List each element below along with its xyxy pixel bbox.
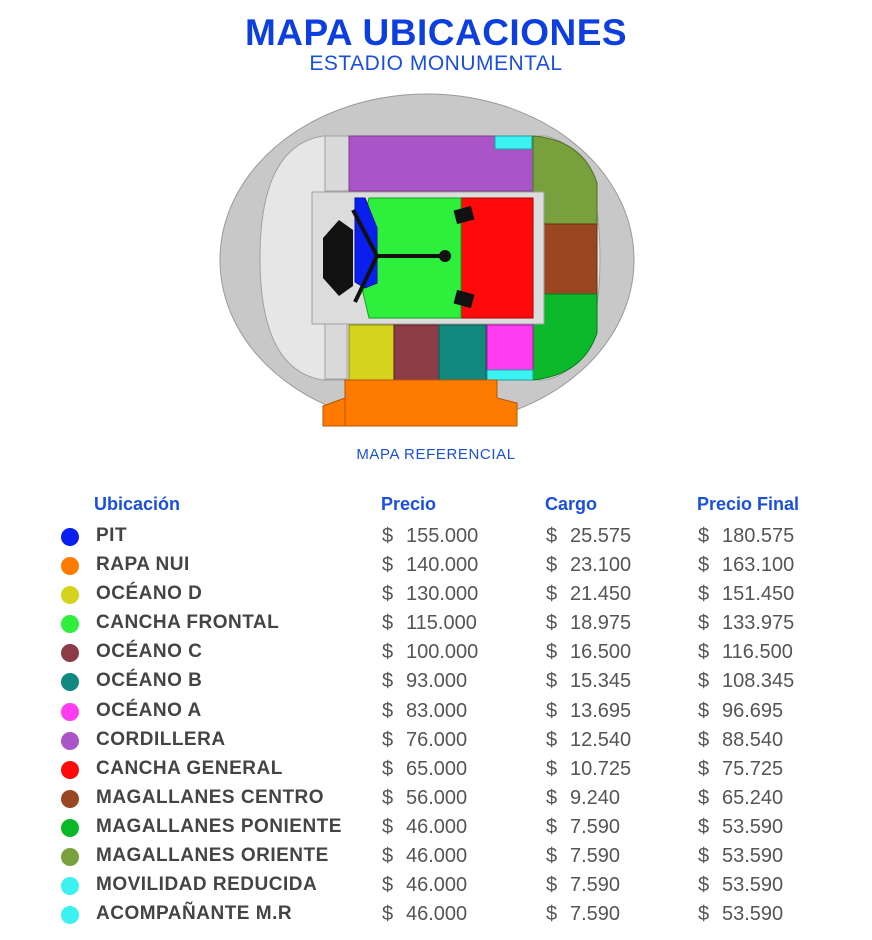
final-price-value-number: 151.450: [722, 583, 795, 606]
page-title: MAPA UBICACIONES: [244, 12, 628, 53]
location-name: MAGALLANES CENTRO: [96, 786, 325, 808]
runway-end: [439, 250, 451, 262]
color-swatch: [61, 877, 79, 895]
grey-block-top-left: [325, 136, 349, 191]
fee-value: [546, 816, 620, 839]
fee-value: [546, 670, 631, 693]
table-row: [0, 609, 872, 638]
fee-value-number: 7.590: [570, 874, 621, 897]
location-name: PIT: [96, 525, 128, 546]
currency-symbol: $: [698, 583, 710, 606]
currency-symbol: $: [698, 525, 710, 547]
currency-symbol: $: [382, 641, 394, 664]
price-value-number: 46.000: [406, 815, 468, 838]
final-price-value-number: 180.575: [722, 525, 795, 547]
final-price-value: [698, 583, 794, 606]
price-value: [382, 700, 467, 723]
final-price-value: [698, 525, 794, 548]
price-value-number: 155.000: [406, 525, 479, 547]
price-value-number: 140.000: [406, 554, 479, 577]
price-value-number: 76.000: [406, 728, 468, 751]
color-swatch: [61, 761, 79, 779]
price-value: [382, 787, 467, 810]
section-movilidad-reducida-bottom[interactable]: [487, 370, 533, 380]
price-value: [382, 729, 467, 752]
price-value-number: 46.000: [406, 903, 468, 926]
currency-symbol: $: [546, 757, 558, 780]
table-row: [0, 522, 872, 551]
final-price-value: [698, 612, 794, 635]
currency-symbol: $: [698, 757, 710, 780]
price-value-number: 46.000: [406, 845, 468, 868]
table-row: [0, 784, 872, 813]
final-price-value-number: 53.590: [722, 874, 784, 897]
currency-symbol: $: [546, 786, 558, 809]
currency-symbol: $: [546, 525, 558, 547]
color-swatch: [61, 732, 79, 750]
price-value-number: 56.000: [406, 786, 468, 809]
fee-value: [546, 700, 631, 723]
currency-symbol: $: [546, 845, 558, 868]
final-price-value: [698, 670, 794, 693]
price-value-number: 46.000: [406, 874, 468, 897]
table-row: [0, 667, 872, 696]
price-value: [382, 903, 467, 926]
currency-symbol: $: [546, 554, 558, 577]
fee-value-number: 7.590: [570, 845, 621, 868]
color-swatch: [61, 644, 79, 662]
location-name: OCÉANO B: [96, 670, 203, 692]
fee-value-number: 9.240: [570, 786, 621, 809]
currency-symbol: $: [546, 874, 558, 897]
final-price-value-number: 53.590: [722, 845, 784, 868]
final-price-value-number: 53.590: [722, 903, 784, 926]
location-name: CANCHA FRONTAL: [96, 612, 280, 634]
fee-value-number: 23.100: [570, 554, 632, 577]
currency-symbol: $: [698, 786, 710, 809]
final-price-value: [698, 758, 783, 781]
final-price-value: [698, 816, 783, 839]
final-price-value-number: 88.540: [722, 728, 784, 751]
fee-value-number: 12.540: [570, 728, 632, 751]
fee-value: [546, 758, 631, 781]
fee-value-number: 13.695: [570, 699, 632, 722]
currency-symbol: $: [546, 670, 558, 693]
color-swatch: [61, 848, 79, 866]
price-value-number: 130.000: [406, 583, 479, 606]
currency-symbol: $: [546, 612, 558, 635]
final-price-value-number: 133.975: [722, 612, 795, 635]
price-value: [382, 554, 478, 577]
color-swatch: [61, 703, 79, 721]
section-rapa-nui[interactable]: [323, 380, 517, 426]
location-name: CANCHA GENERAL: [96, 757, 283, 779]
currency-symbol: $: [382, 612, 394, 635]
location-name: RAPA NUI: [96, 554, 190, 576]
map-reference-note: MAPA REFERENCIAL: [356, 446, 516, 463]
fee-value: [546, 874, 620, 897]
currency-symbol: $: [698, 612, 710, 635]
currency-symbol: $: [698, 670, 710, 693]
fee-value: [546, 612, 631, 635]
currency-symbol: $: [698, 845, 710, 868]
section-oceano-d[interactable]: [349, 325, 394, 380]
final-price-value-number: 65.240: [722, 786, 784, 809]
price-value-number: 83.000: [406, 699, 468, 722]
currency-symbol: $: [382, 874, 394, 897]
price-value: [382, 845, 467, 868]
venue-subtitle: ESTADIO MONUMENTAL: [309, 52, 563, 75]
price-value: [382, 816, 467, 839]
fee-value: [546, 903, 620, 926]
section-oceano-b[interactable]: [439, 325, 486, 380]
currency-symbol: $: [698, 903, 710, 926]
final-price-value: [698, 787, 783, 810]
currency-symbol: $: [382, 699, 394, 722]
section-oceano-a[interactable]: [487, 325, 533, 370]
header-final-price: Precio Final: [697, 494, 800, 514]
final-price-value: [698, 729, 783, 752]
currency-symbol: $: [382, 903, 394, 926]
location-name: MAGALLANES ORIENTE: [96, 845, 329, 867]
section-movilidad-reducida-top[interactable]: [495, 136, 532, 149]
currency-symbol: $: [382, 757, 394, 780]
price-value-number: 100.000: [406, 641, 479, 664]
fee-value-number: 7.590: [570, 903, 621, 926]
currency-symbol: $: [382, 815, 394, 838]
fee-value-number: 7.590: [570, 815, 621, 838]
fee-value-number: 21.450: [570, 583, 632, 606]
location-name: ACOMPAÑANTE M.R: [96, 903, 293, 925]
location-name: OCÉANO A: [96, 699, 202, 721]
price-value: [382, 525, 478, 548]
final-price-value: [698, 874, 783, 897]
final-price-value-number: 75.725: [722, 757, 784, 780]
color-swatch: [61, 819, 79, 837]
currency-symbol: $: [546, 815, 558, 838]
color-swatch: [61, 586, 79, 604]
price-value: [382, 874, 467, 897]
currency-symbol: $: [698, 874, 710, 897]
location-name: OCÉANO D: [96, 583, 203, 605]
location-name: MOVILIDAD REDUCIDA: [96, 874, 318, 896]
color-swatch: [61, 790, 79, 808]
color-swatch: [61, 557, 79, 575]
final-price-value-number: 53.590: [722, 815, 784, 838]
price-table: [0, 522, 872, 929]
section-magallanes-centro[interactable]: [541, 224, 597, 294]
table-row: [0, 871, 872, 900]
table-row: [0, 726, 872, 755]
grey-block-bottom-left: [325, 324, 347, 379]
currency-symbol: $: [546, 583, 558, 606]
table-row: [0, 900, 872, 929]
location-name: CORDILLERA: [96, 728, 226, 750]
currency-symbol: $: [698, 554, 710, 577]
currency-symbol: $: [382, 728, 394, 751]
currency-symbol: $: [382, 786, 394, 809]
fee-value-number: 15.345: [570, 670, 632, 693]
final-price-value: [698, 700, 783, 723]
price-value: [382, 641, 478, 664]
header-location: Ubicación: [94, 494, 181, 514]
final-price-value: [698, 845, 783, 868]
location-name: MAGALLANES PONIENTE: [96, 815, 342, 837]
price-value-number: 115.000: [406, 612, 477, 635]
color-swatch: [61, 906, 79, 924]
fee-value-number: 16.500: [570, 641, 632, 664]
final-price-value-number: 116.500: [722, 641, 793, 664]
fee-value: [546, 525, 631, 548]
currency-symbol: $: [382, 554, 394, 577]
table-row: [0, 580, 872, 609]
final-price-value: [698, 641, 793, 664]
currency-symbol: $: [546, 728, 558, 751]
currency-symbol: $: [698, 641, 710, 664]
price-value-number: 93.000: [406, 670, 468, 693]
fee-value: [546, 641, 631, 664]
location-name: OCÉANO C: [96, 641, 203, 663]
table-row: [0, 551, 872, 580]
fee-value-number: 25.575: [570, 525, 632, 547]
currency-symbol: $: [698, 699, 710, 722]
fee-value-number: 10.725: [570, 757, 632, 780]
fee-value: [546, 554, 631, 577]
color-swatch: [61, 673, 79, 691]
header-price: Precio: [381, 494, 437, 514]
price-value: [382, 670, 467, 693]
final-price-value: [698, 554, 794, 577]
section-oceano-c[interactable]: [394, 325, 439, 380]
header-fee: Cargo: [545, 494, 598, 514]
table-row: [0, 697, 872, 726]
fee-value: [546, 845, 620, 868]
final-price-value-number: 163.100: [722, 554, 795, 577]
currency-symbol: $: [698, 815, 710, 838]
currency-symbol: $: [698, 728, 710, 751]
final-price-value-number: 108.345: [722, 670, 795, 693]
final-price-value-number: 96.695: [722, 699, 784, 722]
fee-value: [546, 583, 631, 606]
color-swatch: [61, 528, 79, 546]
currency-symbol: $: [546, 699, 558, 722]
table-row: [0, 813, 872, 842]
table-row: [0, 842, 872, 871]
fee-value-number: 18.975: [570, 612, 632, 635]
currency-symbol: $: [546, 903, 558, 926]
table-row: [0, 755, 872, 784]
price-value: [382, 583, 478, 606]
currency-symbol: $: [382, 583, 394, 606]
currency-symbol: $: [546, 641, 558, 664]
currency-symbol: $: [382, 845, 394, 868]
price-value: [382, 612, 477, 635]
currency-symbol: $: [382, 670, 394, 693]
fee-value: [546, 787, 620, 810]
fee-value: [546, 729, 631, 752]
price-value: [382, 758, 467, 781]
table-row: [0, 638, 872, 667]
price-value-number: 65.000: [406, 757, 468, 780]
currency-symbol: $: [382, 525, 394, 547]
color-swatch: [61, 615, 79, 633]
final-price-value: [698, 903, 783, 926]
stadium-map: [215, 88, 637, 440]
